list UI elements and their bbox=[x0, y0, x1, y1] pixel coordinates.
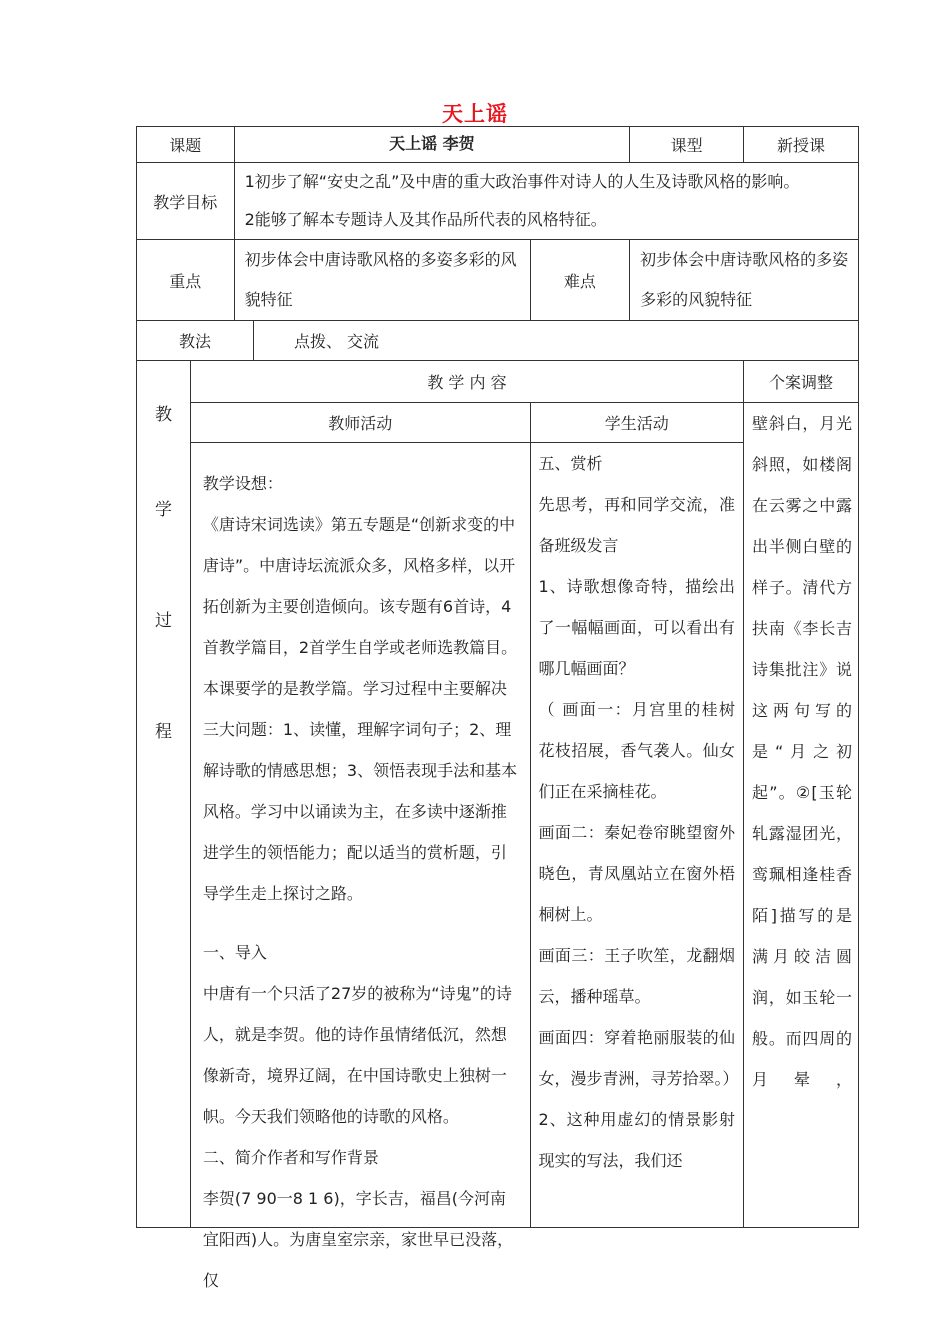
goal-item: 1初步了解“安史之乱”及中唐的重大政治事件对诗人的人生及诗歌风格的影响。 bbox=[244, 172, 800, 191]
teacher-paragraph: 中唐有一个只活了27岁的被称为“诗鬼”的诗人，就是李贺。他的诗作虽情绪低沉，然想像新奇，境界辽阔，在中国诗歌史上独树一帜。今天我们领略他的诗歌的风格。 bbox=[202, 984, 512, 1126]
method-label: 教法 bbox=[137, 321, 254, 361]
student-header: 学生活动 bbox=[530, 403, 744, 443]
student-paragraph: 画面四：穿着艳丽服装的仙女，漫步青洲，寻芳拾翠。） bbox=[538, 1028, 739, 1088]
topic-value: 天上谣 李贺 bbox=[234, 127, 630, 163]
student-cell bbox=[530, 443, 744, 1228]
teacher-paragraph: 《唐诗宋词选读》第五专题是“创新求变的中唐诗”。中唐诗坛流派众多，风格多样，以开拓创新为主要创造倾向。该专题有6首诗，4首教学篇目，2首学生自学或老师选教篇目。本课要学的是教学篇。学习过程中主要解决三大问题：1、读懂，理解字词句子；2、理解诗歌的情感思想；3、领悟表现手法和基本风格。学习中以诵读为主，在多读中逐渐推进学生的领悟能力；配以适当的赏析题，引导学生走上探讨之路。 bbox=[202, 515, 518, 903]
adjust-header: 个案调整 bbox=[744, 361, 859, 403]
key-label: 重点 bbox=[137, 240, 235, 321]
student-paragraph: 先思考，再和同学交流，准备班级发言 bbox=[538, 495, 736, 555]
process-char: 过 bbox=[154, 611, 172, 631]
key-content: 初步体会中唐诗歌风格的多姿多彩的风貌特征 bbox=[234, 240, 530, 321]
teacher-paragraph: 李贺(7 90一8 1 6)，字长吉，福昌(今河南宜阳西)人。为唐皇室宗亲，家世早已没落，仅 bbox=[202, 1189, 514, 1290]
student-paragraph: 2、这种用虚幻的情景影射现实的写法，我们还 bbox=[538, 1110, 736, 1170]
process-label bbox=[137, 361, 191, 1228]
process-char: 学 bbox=[154, 500, 172, 520]
student-paragraph: 画面三：王子吹笙，龙翻烟云，播种瑶草。 bbox=[538, 946, 736, 1006]
process-char: 教 bbox=[154, 405, 172, 425]
lesson-plan-table bbox=[136, 126, 859, 1290]
type-label: 课型 bbox=[630, 127, 744, 163]
student-paragraph: 五、赏析 bbox=[538, 454, 603, 473]
teacher-header: 教师活动 bbox=[190, 403, 530, 443]
page-title: 天上谣 bbox=[442, 102, 508, 126]
student-paragraph: 画面二：秦妃卷帘眺望窗外晓色，青凤凰站立在窗外梧桐树上。 bbox=[538, 823, 736, 924]
student-paragraph: （ 画面一：月宫里的桂树花枝招展，香气袭人。仙女们正在采摘桂花。 bbox=[538, 700, 736, 801]
teacher-paragraph: 一、导入 bbox=[202, 943, 267, 962]
difficulty-label: 难点 bbox=[530, 240, 630, 321]
content-header: 教 学 内 容 bbox=[190, 361, 743, 403]
goals-label: 教学目标 bbox=[137, 163, 235, 240]
adjust-text: 壁斜白，月光斜照，如楼阁在云雾之中露出半侧白壁的样子。清代方扶南《李长吉诗集批注》说这两句写的是“月之初起”。②[玉轮轧露湿团光，鸾珮相逢桂香陌]描写的是满月皎洁圆润，如玉轮一般。而四周的月晕， bbox=[752, 414, 852, 1089]
topic-label: 课题 bbox=[137, 127, 235, 163]
adjust-cell bbox=[744, 403, 859, 1228]
difficulty-content: 初步体会中唐诗歌风格的多姿多彩的风貌特征 bbox=[630, 240, 859, 321]
goals-content bbox=[234, 163, 858, 240]
student-paragraph: 1、诗歌想像奇特，描绘出了一幅幅画面，可以看出有哪几幅画面？ bbox=[538, 577, 736, 678]
teacher-paragraph: 教学设想： bbox=[202, 474, 283, 493]
type-value: 新授课 bbox=[744, 127, 859, 163]
teacher-paragraph: 二、简介作者和写作背景 bbox=[202, 1148, 379, 1167]
process-char: 程 bbox=[154, 722, 172, 742]
teacher-cell bbox=[190, 443, 530, 1290]
goal-item: 2能够了解本专题诗人及其作品所代表的风格特征。 bbox=[244, 210, 607, 229]
method-value: 点拨、 交流 bbox=[253, 321, 858, 361]
